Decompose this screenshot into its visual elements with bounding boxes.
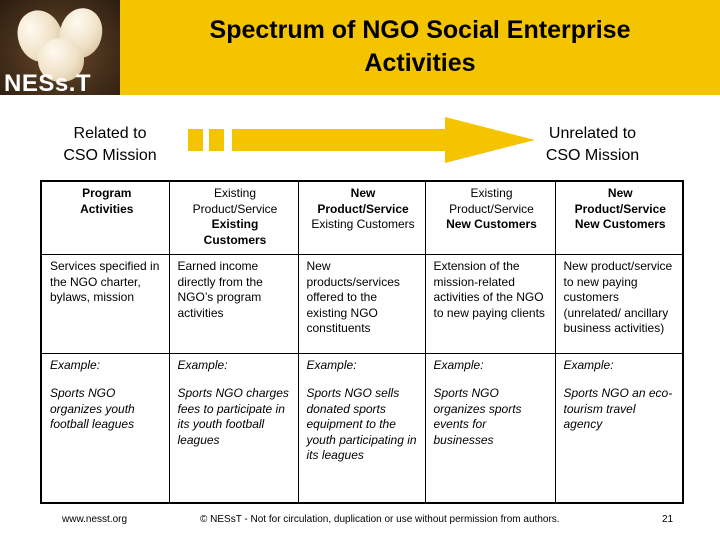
header-text: Product/Service: [192, 201, 278, 216]
example-label: Example:: [425, 354, 555, 383]
example-cell: Sports NGO organizes sports events for businesses: [425, 382, 555, 503]
table-row: [41, 255, 683, 354]
header-text: Product/Service: [317, 201, 409, 216]
header-text: Existing: [470, 186, 513, 200]
label-line: Related to: [73, 125, 147, 142]
label-line: CSO Mission: [63, 147, 157, 164]
header-cell: [425, 181, 555, 255]
spectrum-square: [209, 129, 224, 151]
example-cell: Sports NGO an eco-tourism travel agency: [563, 386, 673, 431]
table-header-row: [41, 181, 683, 255]
table-row: [41, 354, 683, 383]
example-label: Example:: [555, 354, 683, 383]
example-cell: Sports NGO organizes youth football leagues: [41, 382, 169, 503]
header-cell: [298, 181, 425, 255]
example-label: Example:: [169, 354, 298, 383]
header-text: Existing: [211, 217, 259, 231]
website-link[interactable]: www.nesst.org: [62, 514, 128, 525]
description-cell: Earned income directly from the NGO’s program activities: [169, 255, 298, 354]
description-cell: Services specified in the NGO charter, bylaws, mission: [41, 255, 169, 354]
header-cell: [41, 181, 169, 255]
description-cell: New products/services offered to the existing NGO constituents: [298, 255, 425, 354]
example-cell: Sports NGO charges fees to participate in its youth football leagues: [169, 382, 298, 503]
label-line: Unrelated to: [548, 125, 637, 142]
spectrum-arrow-icon: [445, 117, 535, 163]
nest-eggs-logo: [0, 0, 120, 95]
related-label: [40, 123, 180, 167]
spectrum-table: [40, 180, 684, 504]
header-text: Existing Customers: [311, 217, 415, 231]
description-cell: Extension of the mission-related activities of the NGO to new paying clients: [425, 255, 555, 354]
example-cell: Sports NGO sells donated sports equipment to the youth participating in its leagues: [298, 382, 425, 503]
header-cell: [169, 181, 298, 255]
header-text: New: [350, 186, 376, 200]
header-text: Existing: [213, 186, 257, 200]
table-row: [41, 382, 683, 503]
slide-title: [150, 14, 690, 80]
page-number: 21: [662, 514, 674, 525]
logo-text: NESs.T: [4, 70, 92, 95]
description-cell: New product/service to new paying customers (unrelated/ ancillary business activities): [555, 255, 683, 354]
example-label: Example:: [41, 354, 169, 383]
header-text: Customers: [203, 232, 267, 247]
header-text: New Customers: [446, 217, 537, 231]
unrelated-label: [525, 123, 660, 167]
spectrum-square: [188, 129, 203, 151]
title-line: Activities: [364, 49, 476, 77]
header-text: Product/Service: [574, 201, 666, 216]
title-line: Spectrum of NGO Social Enterprise: [209, 16, 631, 44]
label-line: CSO Mission: [545, 147, 640, 164]
header-text: Program: [82, 186, 132, 200]
header-text: Activities: [80, 201, 134, 216]
header-text: New Customers: [574, 217, 666, 231]
header-text: New: [607, 186, 633, 200]
copyright-notice: © NESsT - Not for circulation, duplication or use without permission from authors.: [200, 514, 560, 525]
spectrum-arrow-shaft: [232, 129, 447, 151]
example-label: Example:: [298, 354, 425, 383]
header-cell: [555, 181, 683, 255]
header-text: Product/Service: [449, 201, 534, 216]
